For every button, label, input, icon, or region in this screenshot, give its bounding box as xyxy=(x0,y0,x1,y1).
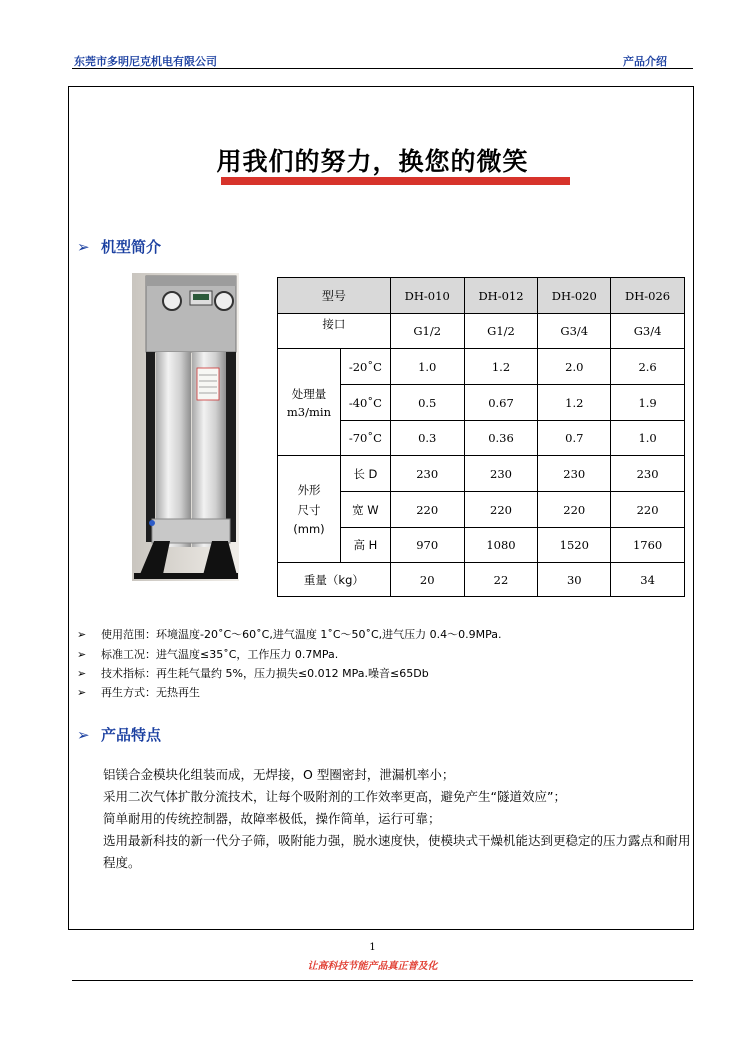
section-heading-features xyxy=(77,724,161,745)
value-cell: 0.67 xyxy=(464,385,538,421)
value-cell: 970 xyxy=(390,528,464,563)
section-heading-text: 产品特点 xyxy=(101,726,162,744)
title-underline-bar xyxy=(221,177,570,185)
footer-divider xyxy=(72,980,693,981)
dimension-label-cell xyxy=(278,456,341,563)
value-cell: 2.6 xyxy=(611,349,685,385)
value-cell: 220 xyxy=(611,492,685,528)
footer-slogan: 让高科技节能产品真正普及化 xyxy=(307,961,438,972)
dimension-label: 外形 xyxy=(297,483,321,497)
port-cell: G3/4 xyxy=(611,314,685,349)
section-heading-text: 机型简介 xyxy=(101,238,162,256)
value-cell: 220 xyxy=(390,492,464,528)
model-cell: DH-026 xyxy=(611,278,685,314)
model-cell: DH-020 xyxy=(538,278,611,314)
port-label-cell: 接口 xyxy=(278,314,391,349)
arrow-bullet-icon: ➢ xyxy=(77,238,90,256)
value-cell: 2.0 xyxy=(538,349,611,385)
model-cell: DH-012 xyxy=(464,278,538,314)
table-row xyxy=(278,349,685,385)
arrow-bullet-icon: ➢ xyxy=(77,667,87,680)
bullet-text: 标准工况：进气温度≤35˚C，工作压力 0.7MPa. xyxy=(101,648,339,661)
feature-line: 铝镁合金模块化组装而成，无焊接，O 型圈密封，泄漏机率小； xyxy=(103,767,455,782)
value-cell: 230 xyxy=(611,456,685,492)
features-paragraph xyxy=(103,764,693,874)
value-cell: 20 xyxy=(390,563,464,597)
table-row xyxy=(278,314,685,349)
model-cell: DH-010 xyxy=(390,278,464,314)
value-cell: 1.9 xyxy=(611,385,685,421)
arrow-bullet-icon: ➢ xyxy=(77,648,87,661)
arrow-bullet-icon: ➢ xyxy=(77,628,87,641)
value-cell: 1.0 xyxy=(390,349,464,385)
table-row xyxy=(278,278,685,314)
value-cell: 1.2 xyxy=(538,385,611,421)
value-cell: 0.36 xyxy=(464,421,538,456)
value-cell: 230 xyxy=(390,456,464,492)
page-title: 用我们的努力，换您的微笑 xyxy=(216,147,529,176)
table-row xyxy=(278,563,685,597)
feature-line: 采用二次气体扩散分流技术，让每个吸附剂的工作效率更高，避免产生“隧道效应”； xyxy=(103,789,566,804)
dryer-illustration xyxy=(132,273,239,581)
value-cell: 0.3 xyxy=(390,421,464,456)
value-cell: 1520 xyxy=(538,528,611,563)
port-cell: G1/2 xyxy=(464,314,538,349)
value-cell: 1.0 xyxy=(611,421,685,456)
port-cell: G1/2 xyxy=(390,314,464,349)
dimension-label: 尺寸 xyxy=(297,503,321,517)
bullet-text: 技术指标：再生耗气量约 5%，压力损失≤0.012 MPa.噪音≤65Db xyxy=(101,667,429,680)
value-cell: 230 xyxy=(538,456,611,492)
company-name: 东莞市多明尼克机电有限公司 xyxy=(74,55,217,68)
bullet-text: 再生方式：无热再生 xyxy=(101,686,200,699)
value-cell: 220 xyxy=(464,492,538,528)
value-cell: 230 xyxy=(464,456,538,492)
weight-label-cell: 重量（kg） xyxy=(278,563,391,597)
list-item xyxy=(77,628,502,642)
spec-table xyxy=(277,277,685,597)
port-cell: G3/4 xyxy=(538,314,611,349)
feature-line: 选用最新科技的新一代分子筛，吸附能力强，脱水速度快，使模块式干燥机能达到更稳定的压力露点和耐用程度。 xyxy=(103,833,691,870)
arrow-bullet-icon: ➢ xyxy=(77,726,90,744)
temp-cell: -40˚C xyxy=(340,385,390,421)
header-section-label: 产品介绍 xyxy=(623,55,667,68)
temp-cell: -70˚C xyxy=(340,421,390,456)
value-cell: 1080 xyxy=(464,528,538,563)
value-cell: 22 xyxy=(464,563,538,597)
feature-line: 简单耐用的传统控制器，故障率极低，操作简单，运行可靠； xyxy=(103,811,441,826)
value-cell: 30 xyxy=(538,563,611,597)
value-cell: 1.2 xyxy=(464,349,538,385)
table-row xyxy=(278,456,685,492)
value-cell: 0.5 xyxy=(390,385,464,421)
capacity-label: 处理量 xyxy=(291,386,327,401)
dimension-unit: (mm) xyxy=(293,522,325,536)
value-cell: 0.7 xyxy=(538,421,611,456)
model-header-cell: 型号 xyxy=(278,278,391,314)
value-cell: 1760 xyxy=(611,528,685,563)
value-cell: 220 xyxy=(538,492,611,528)
list-item xyxy=(77,648,338,662)
temp-cell: -20˚C xyxy=(340,349,390,385)
dim-cell: 高 H xyxy=(340,528,390,563)
arrow-bullet-icon: ➢ xyxy=(77,686,87,699)
capacity-label-cell xyxy=(278,349,341,456)
capacity-unit: m3/min xyxy=(286,404,331,419)
value-cell: 34 xyxy=(611,563,685,597)
list-item xyxy=(77,686,200,700)
dim-cell: 宽 W xyxy=(340,492,390,528)
header-divider xyxy=(72,68,693,69)
list-item xyxy=(77,667,429,681)
section-heading-models xyxy=(77,236,161,257)
product-photo xyxy=(132,273,239,581)
bullet-text: 使用范围：环境温度-20˚C～60˚C,进气温度 1˚C～50˚C,进气压力 0.4～0.9MPa. xyxy=(101,628,502,641)
page-number: 1 xyxy=(369,942,376,953)
dim-cell: 长 D xyxy=(340,456,390,492)
